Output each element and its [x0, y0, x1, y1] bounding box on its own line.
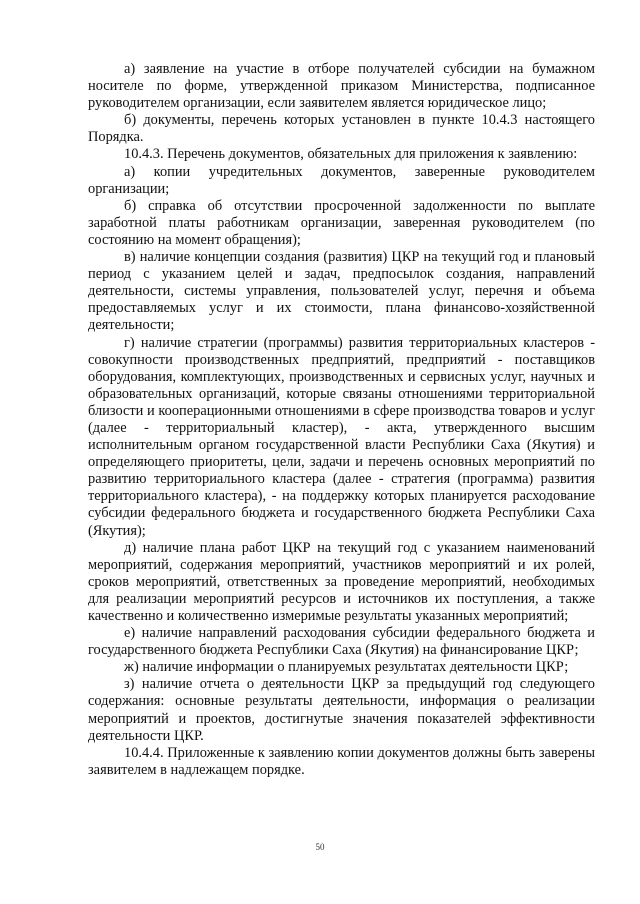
- paragraph-d-work-plan: д) наличие плана работ ЦКР на текущий год с указанием наименований мероприятий, содержания мероприятий, участников мероприятий и их ролей, сроков мероприятий, ответственных за проведение мероприятий, необходимых для реализации мероприятий ресурсов и источников их поступления, а также качественно и количественно измеримые результаты указанных мероприятий;: [88, 539, 595, 624]
- paragraph-z-report: з) наличие отчета о деятельности ЦКР за предыдущий год следующего содержания: основные результаты деятельности, информация о реализации мероприятий и проектов, достигнутые значения показателей эффективности деятельности ЦКР.: [88, 676, 595, 744]
- paragraph-10-4-4: 10.4.4. Приложенные к заявлению копии документов должны быть заверены заявителем в надлежащем порядке.: [88, 744, 595, 778]
- paragraph-g-strategy: г) наличие стратегии (программы) развития территориальных кластеров - совокупности производственных предприятий, предприятий - поставщиков оборудования, комплектующих, производственных и сервисных услуг, научных и образовательных организаций, которые связаны отношениями территориальной близости и кооперационными отношениями в сфере производства товаров и услуг (далее - территориальный кластер), - акта, утвержденного высшим исполнительным органом государственной власти Республики Саха (Якутия) и определяющего приоритеты, цели, задачи и перечень основных мероприятий по развитию территориального кластера (далее - стратегия (программа) развития территориального кластера), - на поддержку которых планируется расходование субсидии федерального бюджета и государственного бюджета Республики Саха (Якутия);: [88, 334, 595, 539]
- paragraph-e-spending: е) наличие направлений расходования субсидии федерального бюджета и государственного бюджета Республики Саха (Якутия) на финансирование ЦКР;: [88, 625, 595, 659]
- paragraph-a-copies: а) копии учредительных документов, заверенные руководителем организации;: [88, 163, 595, 197]
- document-body: [88, 61, 595, 779]
- paragraph-v-concept: в) наличие концепции создания (развития) ЦКР на текущий год и плановый период с указанием целей и задач, предпосылок создания, направлений деятельности, системы управления, пользователей услуг, перечня и объема предоставляемых услуг и их стоимости, плана финансово-хозяйственной деятельности;: [88, 249, 595, 334]
- page-number: 50: [315, 842, 325, 852]
- paragraph-a-application: а) заявление на участие в отборе получателей субсидии на бумажном носителе по форме, утвержденной приказом Министерства, подписанное руководителем организации, если заявителем является юридическое лицо;: [88, 61, 595, 112]
- paragraph-10-4-3: 10.4.3. Перечень документов, обязательных для приложения к заявлению:: [124, 146, 578, 163]
- paragraph-b-documents: б) документы, перечень которых установлен в пункте 10.4.3 настоящего Порядка.: [88, 112, 595, 146]
- paragraph-zh-results: ж) наличие информации о планируемых результатах деятельности ЦКР;: [124, 659, 569, 676]
- paragraph-b-certificate: б) справка об отсутствии просроченной задолженности по выплате заработной платы работникам организации, заверенная руководителем (по состоянию на момент обращения);: [88, 197, 595, 248]
